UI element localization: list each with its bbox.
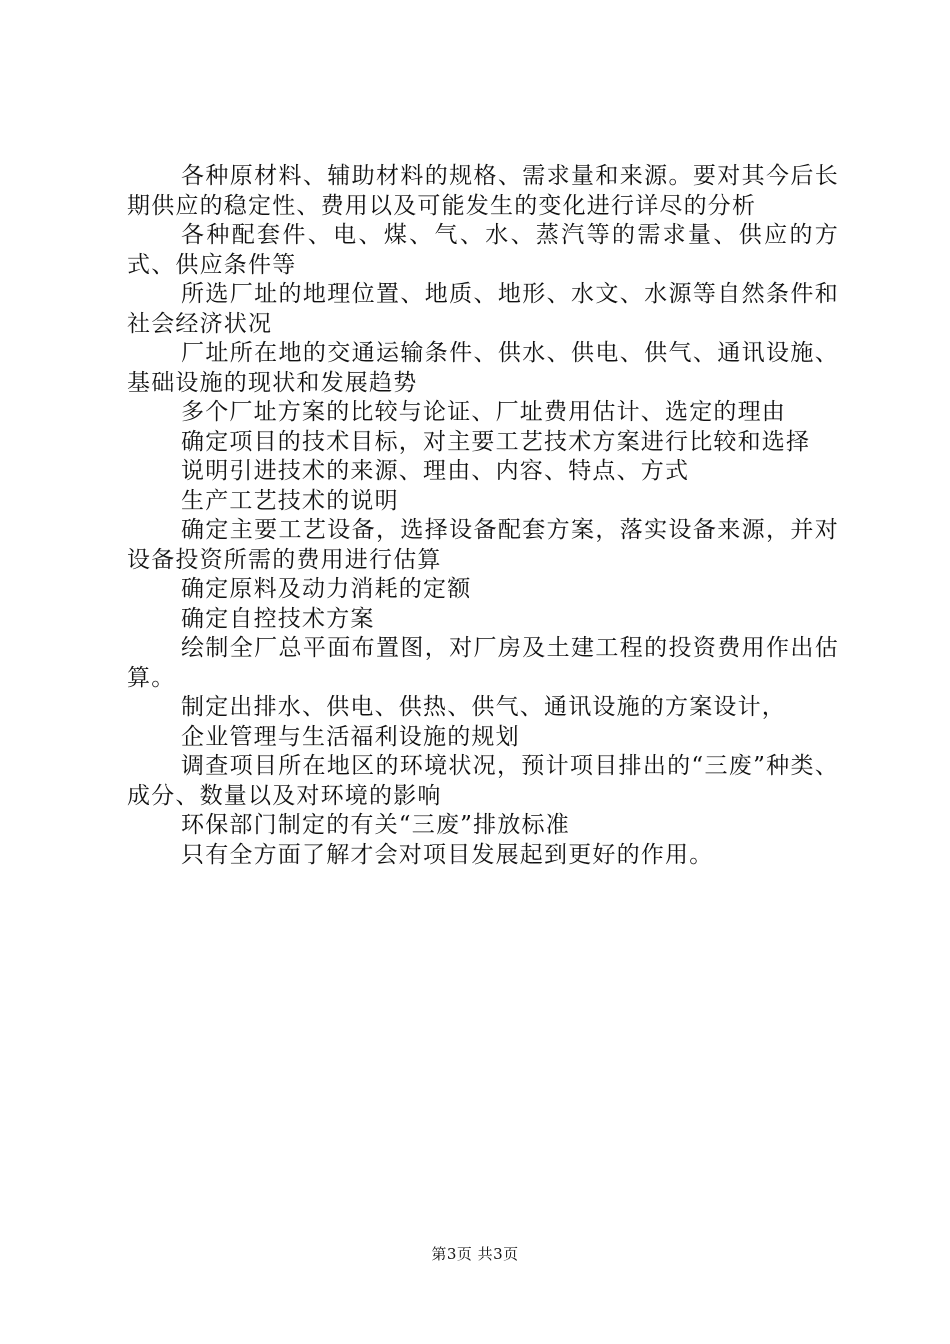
paragraph-layout-plan: 绘制全厂总平面布置图，对厂房及土建工程的投资费用作出估算。 (127, 635, 839, 691)
paragraph-consumption-quota: 确定原料及动力消耗的定额 (181, 576, 472, 602)
paragraph-equipment: 确定主要工艺设备，选择设备配套方案，落实设备来源，并对设备投资所需的费用进行估算 (127, 517, 839, 573)
page-number-footer: 第3页 共3页 (431, 1245, 519, 1263)
paragraph-site-transport: 厂址所在地的交通运输条件、供水、供电、供气、通讯设施、基础设施的现状和发展趋势 (127, 340, 839, 396)
paragraph-imported-technology: 说明引进技术的来源、理由、内容、特点、方式 (181, 458, 690, 484)
paragraph-management-welfare: 企业管理与生活福利设施的规划 (181, 723, 520, 750)
paragraph-site-location: 所选厂址的地理位置、地质、地形、水文、水源等自然条件和社会经济状况 (127, 281, 839, 337)
paragraph-utilities-design: 制定出排水、供电、供热、供气、通讯设施的方案设计， (181, 694, 786, 720)
paragraph-automation: 确定自控技术方案 (181, 605, 375, 632)
document-body (127, 162, 839, 870)
paragraph-process-description: 生产工艺技术的说明 (181, 487, 399, 514)
paragraph-environment-survey: 调查项目所在地区的环境状况，预计项目排出的“三废”种类、成分、数量以及对环境的影响 (127, 753, 839, 809)
paragraph-site-comparison: 多个厂址方案的比较与论证、厂址费用估计、选定的理由 (181, 399, 786, 425)
paragraph-emission-standards: 环保部门制定的有关“三废”排放标准 (181, 812, 570, 838)
paragraph-supporting-parts: 各种配套件、电、煤、气、水、蒸汽等的需求量、供应的方式、供应条件等 (127, 222, 839, 278)
paragraph-conclusion: 只有全方面了解才会对项目发展起到更好的作用。 (181, 841, 714, 868)
paragraph-technical-goals: 确定项目的技术目标，对主要工艺技术方案进行比较和选择 (181, 428, 811, 455)
paragraph-raw-materials: 各种原材料、辅助材料的规格、需求量和来源。要对其今后长期供应的稳定性、费用以及可能发生的变化进行详尽的分析 (127, 163, 839, 219)
